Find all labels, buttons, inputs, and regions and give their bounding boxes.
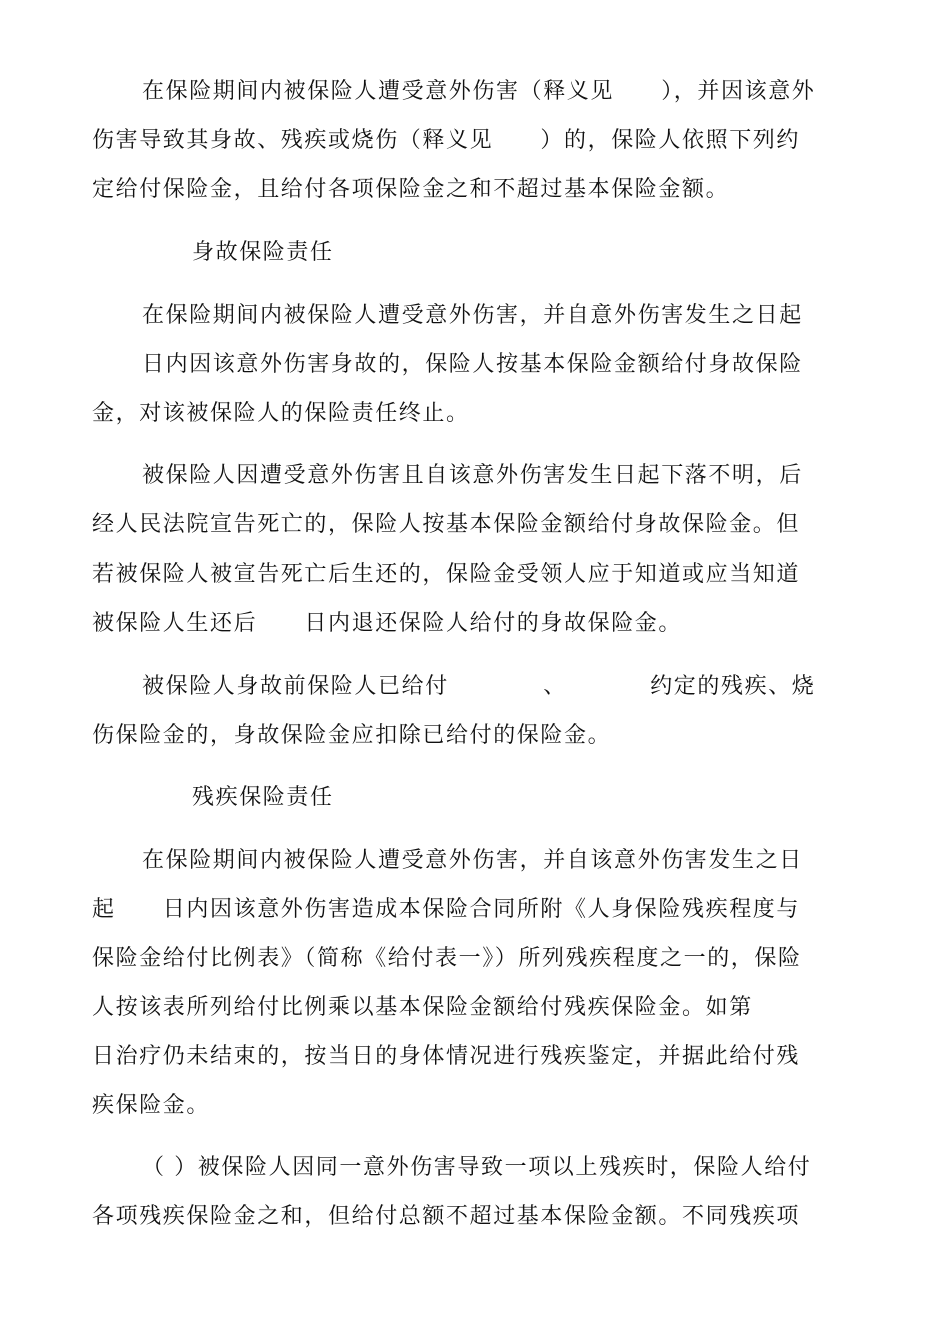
paragraph-line: 保险金给付比例表》（简称《给付表一》）所列残疾程度之一的，保险 <box>92 946 802 971</box>
paragraph-line: 各项残疾保险金之和，但给付总额不超过基本保险金额。不同残疾项 <box>92 1204 801 1229</box>
paragraph-line: 被保险人生还后 日内退还保险人给付的身故保险金。 <box>92 611 683 636</box>
paragraph-line: 在保险期间内被保险人遭受意外伤害，并自意外伤害发生之日起 <box>142 303 803 328</box>
paragraph-line: 伤保险金的，身故保险金应扣除已给付的保险金。 <box>92 723 612 748</box>
paragraph-line: 在保险期间内被保险人遭受意外伤害，并自该意外伤害发生之日 <box>142 848 803 873</box>
section-heading-disability-benefit: 残疾保险责任 <box>192 785 334 810</box>
paragraph-line: 伤害导致其身故、残疾或烧伤（释义见 ）的，保险人依照下列约 <box>92 128 801 153</box>
paragraph-line: 若被保险人被宣告死亡后生还的，保险金受领人应于知道或应当知道 <box>92 562 801 587</box>
paragraph-line: 经人民法院宣告死亡的，保险人按基本保险金额给付身故保险金。但 <box>92 512 801 537</box>
section-heading-death-benefit: 身故保险责任 <box>192 240 334 265</box>
paragraph-line: 日治疗仍未结束的，按当日的身体情况进行残疾鉴定，并据此给付残 <box>92 1044 801 1069</box>
paragraph-line: （ ）被保险人因同一意外伤害导致一项以上残疾时，保险人给付 <box>142 1155 812 1180</box>
paragraph-line: 被保险人因遭受意外伤害且自该意外伤害发生日起下落不明，后 <box>142 463 803 488</box>
paragraph-line: 人按该表所列给付比例乘以基本保险金额给付残疾保险金。如第 <box>92 995 753 1020</box>
paragraph-line: 金，对该被保险人的保险责任终止。 <box>92 401 470 426</box>
paragraph-line: 起 日内因该意外伤害造成本保险合同所附《人身保险残疾程度与 <box>92 897 801 922</box>
paragraph-line: 日内因该意外伤害身故的，保险人按基本保险金额给付身故保险 <box>142 352 803 377</box>
paragraph-line: 疾保险金。 <box>92 1093 211 1118</box>
paragraph-line: 被保险人身故前保险人已给付 、 约定的残疾、烧 <box>142 674 816 699</box>
paragraph-line: 定给付保险金，且给付各项保险金之和不超过基本保险金额。 <box>92 177 730 202</box>
paragraph-line: 在保险期间内被保险人遭受意外伤害（释义见 ），并因该意外 <box>142 79 816 104</box>
